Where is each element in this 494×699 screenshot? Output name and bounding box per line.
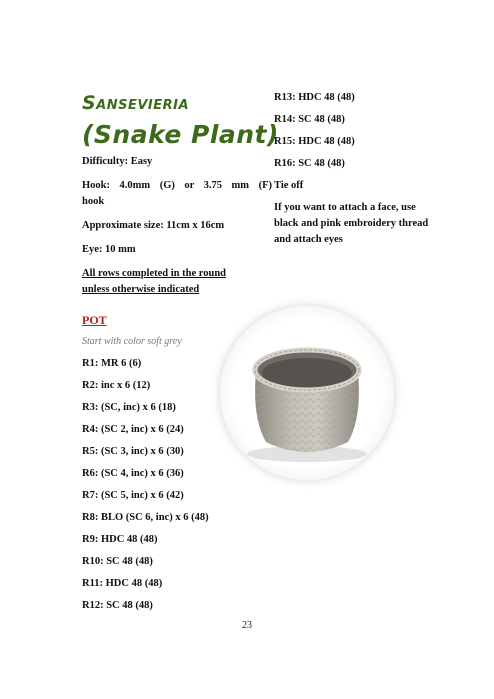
pot-row: R10: SC 48 (48) (82, 556, 153, 567)
hook-text-line-2: hook (82, 196, 105, 207)
difficulty-text: Difficulty: Easy (82, 156, 153, 167)
face-note-line-2: black and pink embroidery thread (274, 218, 429, 229)
pot-row: R8: BLO (SC 6, inc) x 6 (48) (82, 512, 209, 523)
pot-row-right: R15: HDC 48 (48) (274, 136, 355, 147)
pot-row-right: R16: SC 48 (48) (274, 158, 345, 169)
title-line-2: (Snake Plant) (82, 120, 279, 149)
info-block (82, 154, 272, 298)
title-line-1: Sansevieria (82, 92, 190, 114)
crochet-pot-image (220, 306, 394, 480)
pot-row: R1: MR 6 (6) (82, 358, 142, 369)
pot-photo (220, 306, 394, 480)
pot-row: R6: (SC 4, inc) x 6 (36) (82, 468, 184, 479)
rounds-note-line-2: unless otherwise indicated (82, 284, 200, 295)
face-note-line-1: If you want to attach a face, use (274, 202, 416, 213)
face-note-line-3: and attach eyes (274, 234, 343, 245)
pot-row-right: R14: SC 48 (48) (274, 114, 345, 125)
page-number: 23 (242, 620, 252, 631)
tie-off-text: Tie off (274, 180, 304, 191)
size-text: Approximate size: 11cm x 16cm (82, 220, 225, 231)
pot-row: R11: HDC 48 (48) (82, 578, 163, 589)
eye-text: Eye: 10 mm (82, 244, 136, 255)
pot-row: R2: inc x 6 (12) (82, 380, 151, 391)
hook-text-line-1: Hook: 4.0mm (G) or 3.75 mm (F) (82, 180, 272, 191)
pot-row: R9: HDC 48 (48) (82, 534, 158, 545)
pot-heading: POT (82, 313, 107, 327)
pot-row: R4: (SC 2, inc) x 6 (24) (82, 424, 184, 435)
pot-row: R5: (SC 3, inc) x 6 (30) (82, 446, 184, 457)
pot-row: R7: (SC 5, inc) x 6 (42) (82, 490, 184, 501)
pot-row-right: R13: HDC 48 (48) (274, 92, 355, 103)
pot-color-note: Start with color soft grey (82, 336, 182, 347)
rounds-note-line-1: All rows completed in the round (82, 268, 226, 279)
pot-row: R3: (SC, inc) x 6 (18) (82, 402, 176, 413)
pot-row: R12: SC 48 (48) (82, 600, 153, 611)
